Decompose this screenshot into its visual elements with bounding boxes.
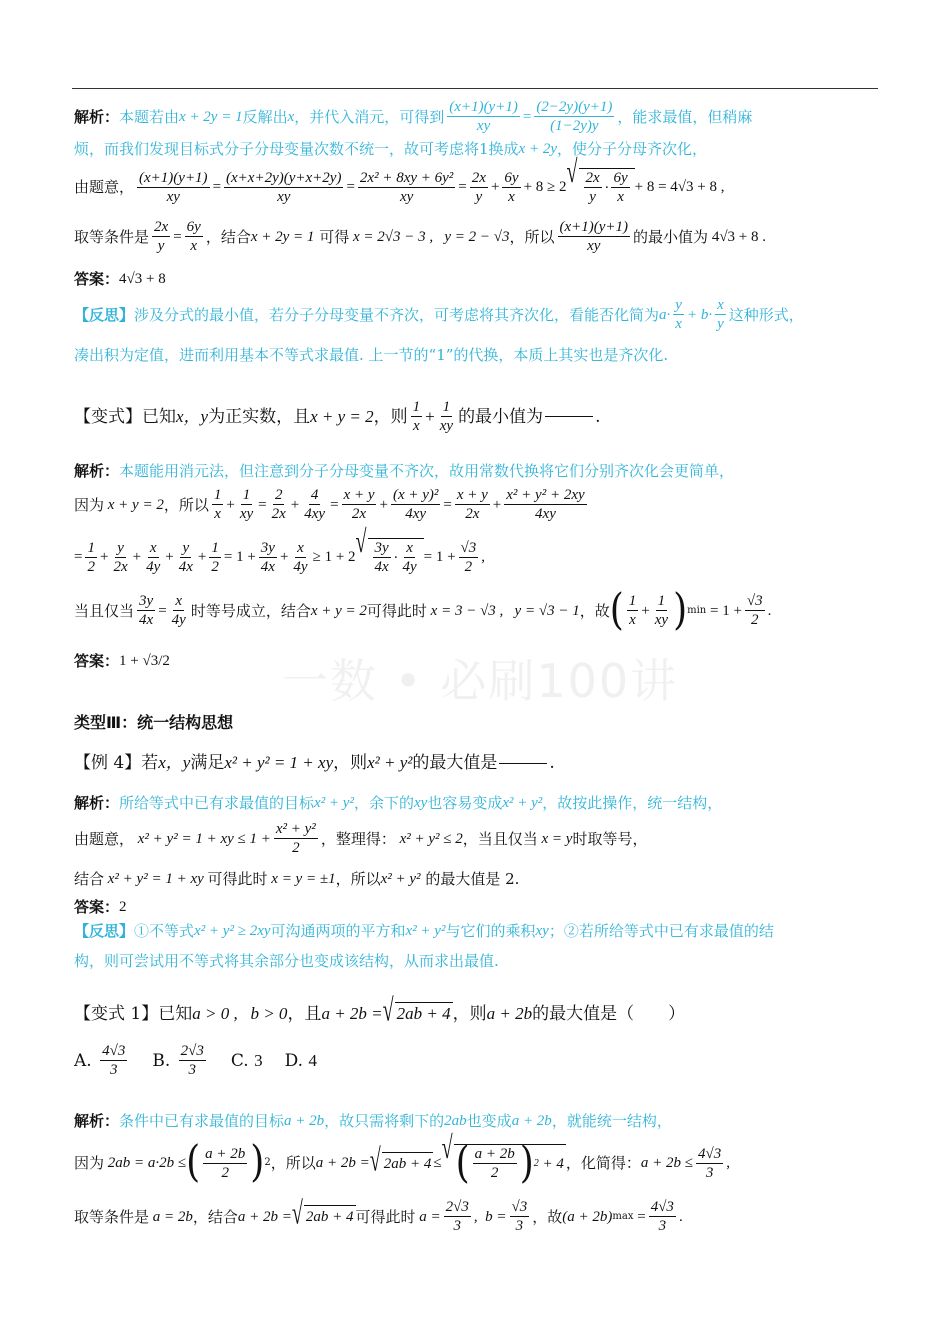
ex3-answer: 答案： 4√3 + 8 [74, 270, 166, 288]
ex3-reflect-line1: 【反思】 涉及分式的最小值，若分子分母变量不齐次，可考虑将其齐次化，看能否化简为 a· $\frac{y}{x}$ + b· $\frac{x}{y}$ 这种形式， [74, 297, 804, 332]
variant1-options [74, 1042, 317, 1079]
variant-answer: 答案： 1 + √3/2 [74, 652, 170, 670]
fraction: $\frac{(x+1)(y+1)}{xy}$ [449, 99, 518, 134]
option-c[interactable]: C. 3 [230, 1050, 263, 1071]
ex3-analysis-line2: 烦，而我们发现目标式分子分母变量次数不统一，故可考虑将1换成 x + 2y ，使分子分母齐次化， [74, 140, 707, 158]
ex3-derivation: 由题意， $\frac{(x+1)(y+1)}{xy}$ = $\frac{(x+x+2y)(y+x+2y)}{xy}$ = $\frac{\text{2x² + 8xy + 6y²}}{xy}$ = $\frac{2x}{y}$ + $\frac{6y}{x}$ + 8 ≥ 2 √ $\frac{2x}{y}$ · $\frac{6y}{x}$ + 8 = 4√3 + 8 , [74, 155, 725, 205]
variant1-analysis: 解析： 条件中已有求最值的目标 a + 2b ，故只需将剩下的 2ab 也变成 a + 2b ，就能统一结构， [74, 1112, 672, 1130]
variant-equality: 当且仅当 $\frac{3y}{4x}$ = $\frac{x}{4y}$ 时等号成立，结合 x + y = 2 可得此时 x = 3 − √3 , y = √3 − 1 ，故 ( $\frac{1}{x}$ + $\frac{1}{xy}$ ) min = 1 + $\frac{√3}{2}$ . [74, 585, 772, 635]
variant1-derivation: 因为 2ab = a·2b ≤ ( $\frac{a + 2b}{2}$ ) 2 ，所以 a + 2b = √ 2ab + 4 ≤ √ ( $\frac{a + 2b}{2}$ ) 2 + 4 ，化简得： a + 2b ≤ $\frac{4√3}{3}$ , [74, 1131, 731, 1188]
top-rule [72, 88, 878, 89]
answer-blank [499, 763, 547, 764]
option-d[interactable]: D. 4 [284, 1050, 317, 1071]
fraction: $\frac{(2-2y)(y+1)}{(1-2y)y}$ [536, 99, 613, 134]
ex4-analysis: 解析： 所给等式中已有求最值的目标 x² + y² ，余下的 xy 也容易变成 x² + y² ，故按此操作，统一结构， [74, 794, 723, 812]
watermark: 一数 • 必刷100讲 [282, 654, 679, 708]
option-a[interactable]: A. $\frac{4√3}{3}$ [74, 1043, 126, 1078]
answer-blank [545, 416, 593, 417]
ex4-question: 【例 4】 若 x，y 满足 x² + y² = 1 + xy ，则 x² + y² 的最大值是 . [74, 753, 555, 773]
variant-derivation-1: 因为 x + y = 2 ，所以 $\frac{1}{x}$ + $\frac{1}{xy}$ = $\frac{2}{2x}$ + $\frac{4}{4xy}$ = $\frac{x + y}{2x}$ + $\frac{\text{(x + y)²}}{4xy}$ = $\frac{x + y}{2x}$ + $\frac{\text{x² + y² + 2xy}}{4xy}$ [74, 487, 585, 522]
variant-analysis: 解析： 本题能用消元法，但注意到分子分母变量不齐次，故用常数代换将它们分别齐次化会更简单， [74, 462, 735, 480]
ex3-equality: 取等条件是 $\frac{2x}{y}$ = $\frac{6y}{x}$ ，结合 x + 2y = 1 可得 x = 2√3 − 3 , y = 2 − √3 ，所以 $\frac{(x+1)(y+1)}{xy}$ 的最小值为 4√3 + 8 . [74, 219, 767, 254]
option-b[interactable]: B. $\frac{2√3}{3}$ [152, 1043, 204, 1078]
ex4-reflect-line1: 【反思】 ①不等式 x² + y² ≥ 2xy 可沟通两项的平方和 x² + y² 与它们的乘积 xy ；②若所给等式中已有求最值的结 [74, 922, 774, 940]
ex4-reflect-line2: 构，则可尝试用不等式将其余部分也变成该结构，从而求出最值. [74, 952, 499, 970]
variant-derivation-2: = $\frac{1}{2}$ + $\frac{y}{2x}$ + $\frac{x}{4y}$ + $\frac{y}{4x}$ + $\frac{1}{2}$ = 1 + $\frac{3y}{4x}$ + $\frac{x}{4y}$ ≥ 1 + 2 √ $\frac{3y}{4x}$ · $\frac{x}{4y}$ = 1 + $\frac{√3}{2}$ , [74, 525, 486, 575]
ex3-analysis-line1: 解析： 本题若由 x + 2y = 1 反解出 x ，并代入消元，可得到 $\frac{(x+1)(y+1)}{xy}$ = $\frac{(2-2y)(y+1)}{(1-2y)y}$ ，能求最值，但稍麻 [74, 99, 753, 134]
ex3-reflect-line2: 凑出积为定值，进而利用基本不等式求最值. 上一节的“1”的代换，本质上其实也是齐次化. [74, 346, 669, 364]
section-title: 类型Ⅲ：统一结构思想 [74, 713, 234, 732]
ex4-conclusion: 结合 x² + y² = 1 + xy 可得此时 x = y = ±1 ，所以 x² + y² 的最大值是 2. [74, 870, 520, 888]
variant1-question: 【变式 1】 已知 a > 0 , b > 0 ，且 a + 2b = √ 2ab + 4 ，则 a + 2b 的最大值是（ ） [74, 993, 686, 1029]
ex4-derivation: 由题意， x² + y² = 1 + xy ≤ 1 + $\frac{\text{x² + y²}}{2}$ ，整理得： x² + y² ≤ 2 ，当且仅当 x = y 时取等号， [74, 821, 648, 856]
variant1-equality: 取等条件是 a = 2b ，结合 a + 2b = √ 2ab + 4 可得此时 a = $\frac{2√3}{3}$ , b = $\frac{√3}{3}$ ，故 (a + 2b) max = $\frac{4√3}{3}$ . [74, 1196, 683, 1234]
variant-question: 【变式】 已知 x，y 为正实数，且 x + y = 2 ，则 $\frac{1}{x}$ + $\frac{1}{xy}$ 的最小值为 . [74, 399, 601, 434]
ex4-answer: 答案： 2 [74, 898, 127, 916]
